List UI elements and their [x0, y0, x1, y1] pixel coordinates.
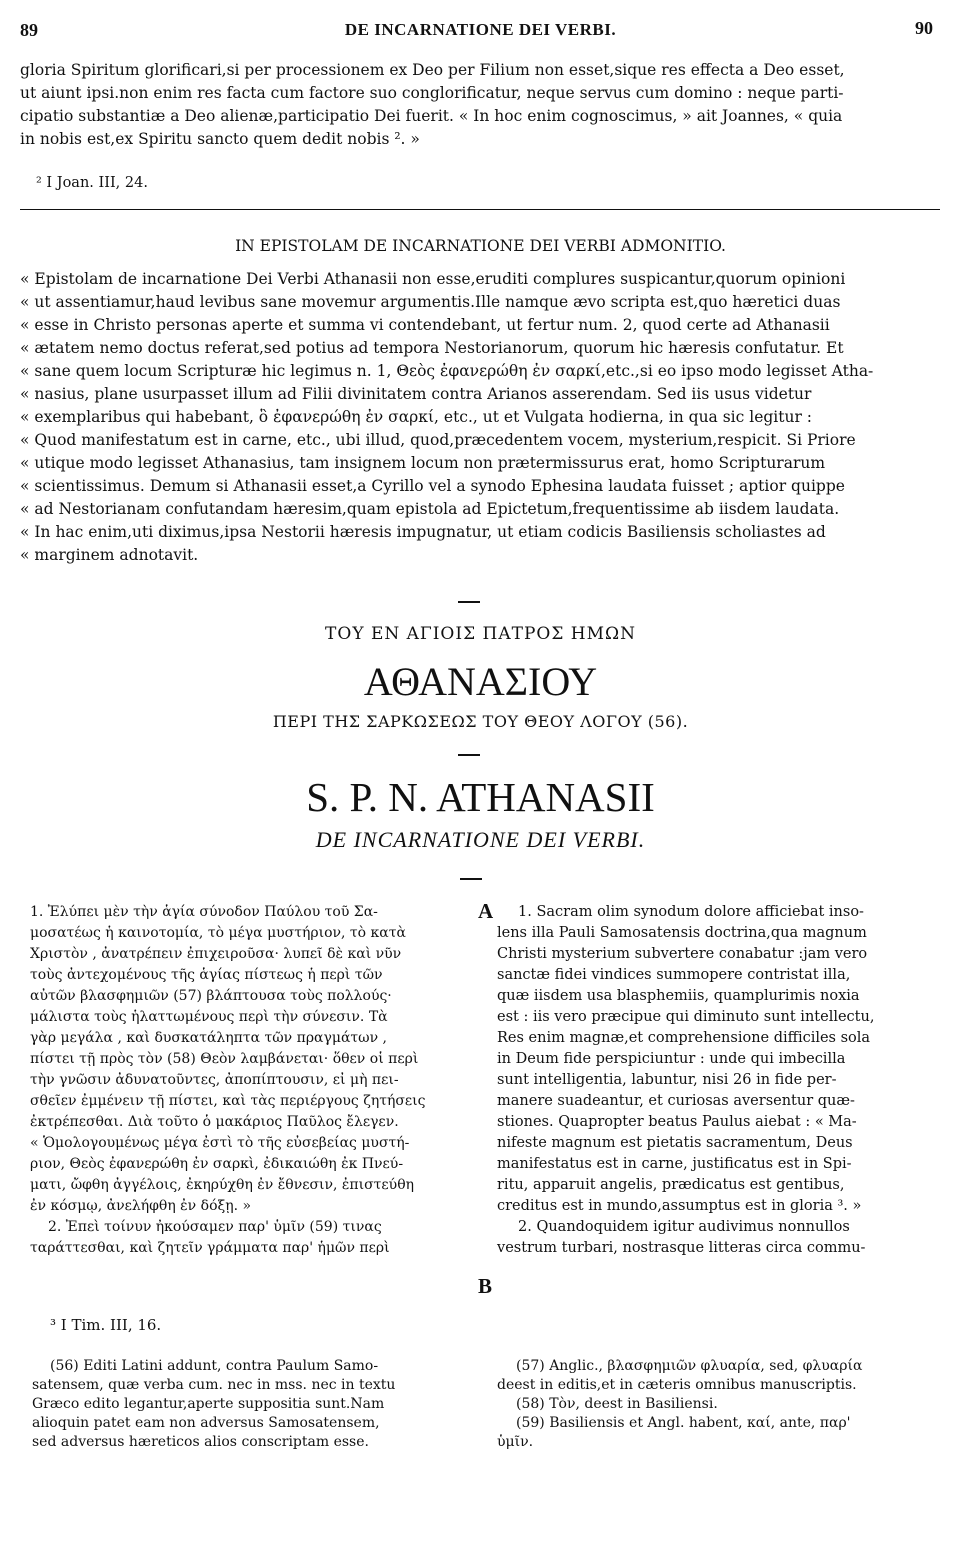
note-line: Græco edito legantur,aperte suppositia sunt.Nam: [32, 1396, 385, 1412]
dash-divider: [458, 601, 480, 603]
latin-line: 2. Quandoquidem igitur audivimus nonnullos: [518, 1219, 850, 1235]
footnote-joan: ² I Joan. III, 24.: [36, 175, 148, 191]
note-line: deest in editis,et in cæteris omnibus manuscriptis.: [497, 1377, 857, 1393]
text-line: « nasius, plane usurpasset illum ad Filii divinitatem contra Arianos asserendam. Sed iis usus videtur: [20, 385, 812, 403]
text-line: « In hac enim,uti diximus,ipsa Nestorii hæresis impugnatur, ut etiam codicis Basiliensis scholiastes ad: [20, 523, 826, 541]
section-divider: [20, 209, 940, 210]
page-number-left: 89: [20, 20, 38, 40]
running-title: DE INCARNATIONE DEI VERBI.: [344, 20, 617, 39]
text-line: in nobis est,ex Spiritu sancto quem dedit nobis ². »: [20, 130, 420, 148]
latin-line: stiones. Quapropter beatus Paulus aiebat : « Ma-: [497, 1114, 857, 1130]
greek-line: ἐν κόσμῳ, ἀνελήφθη ἐν δόξῃ. »: [30, 1198, 252, 1214]
note-line: alioquin patet eam non adversus Samosatensem,: [32, 1415, 380, 1431]
text-line: cipatio substantiæ a Deo alienæ,participatio Dei fuerit. « In hoc enim cognoscimus, » ait Joannes, « quia: [20, 107, 843, 125]
margin-letter-b: B: [478, 1274, 493, 1298]
greek-line: 1. Ἐλύπει μὲν τὴν ἁγία σύνοδον Παύλου τοῦ Σα-: [30, 904, 378, 920]
latin-line: est : iis vero præcipue qui diminuto sunt intellectu,: [497, 1009, 875, 1025]
greek-line: τὴν γνῶσιν ἀδυνατοῦντες, ἀποπίπτουσιν, εἰ μὴ πει-: [30, 1072, 399, 1088]
latin-line: creditus est in mundo,assumptus est in gloria ³. »: [497, 1198, 862, 1214]
dash-divider: [460, 878, 482, 880]
text-line: « marginem adnotavit.: [20, 546, 199, 564]
text-line: « sane quem locum Scripturæ hic legimus n. 1, Θεὸς ἐφανερώθη ἐν σαρκί,etc.,si eo ipso modo legisset Atha-: [20, 362, 874, 380]
text-line: « scientissimus. Demum si Athanasii esset,a Cyrillo vel a synodo Ephesina laudata fuisset ; aptior quippe: [20, 477, 845, 495]
text-line: « esse in Christo personas aperte et summa vi contendebant, ut fertur num. 2, quod certe ad Athanasii: [20, 316, 830, 334]
latin-line: lens illa Pauli Samosatensis doctrina,qua magnum: [497, 925, 867, 941]
text-line: « ut assentiamur,haud levibus sane movemur argumentis.Ille namque ævo scripta est,quo hæretici duas: [20, 293, 841, 311]
note-line: (58) Τὸν, deest in Basiliensi.: [516, 1396, 718, 1412]
page-number-right: 90: [915, 18, 933, 38]
latin-line: sanctæ fidei vindices summopere contristat illa,: [497, 967, 851, 983]
text-line: « Quod manifestatum est in carne, etc., ubi illud, quod,præcedentem vocem, mysterium,respicit. Si Priore: [20, 431, 856, 449]
latin-title-name: S. P. N. ATHANASII: [306, 774, 655, 820]
greek-line: τοὺς ἀντεχομένους τῆς ἁγίας πίστεως ἡ περὶ τῶν: [30, 967, 383, 983]
latin-line: sunt intelligentia, labuntur, nisi 26 in fide per-: [497, 1072, 837, 1088]
note-line: (57) Anglic., βλασφημιῶν φλυαρία, sed, φλυαρία: [516, 1358, 863, 1374]
greek-title-line3: ΠΕΡΙ ΤΗΣ ΣΑΡΚΩΣΕΩΣ ΤΟΥ ΘΕΟΥ ΛΟΓΟΥ (56).: [272, 712, 689, 731]
latin-line: vestrum turbari, nostrasque litteras circa commu-: [497, 1240, 866, 1256]
greek-line: ἐκτρέπεσθαι. Διὰ τοῦτο ὁ μακάριος Παῦλος ἔλεγεν.: [30, 1114, 399, 1130]
latin-line: nifeste magnum est pietatis sacramentum, Deus: [497, 1135, 853, 1151]
greek-line: πίστει τῇ πρὸς τὸν (58) Θεὸν λαμβάνεται· ὅθεν οἱ περὶ: [30, 1051, 419, 1067]
greek-line: αὐτῶν βλασφημιῶν (57) βλάπτουσα τοὺς πολλούς·: [30, 988, 392, 1004]
latin-line: in Deum fide perspiciuntur : unde qui imbecilla: [497, 1051, 846, 1067]
greek-title-name: ΑΘΑΝΑΣΙΟΥ: [363, 659, 598, 704]
text-line: ut aiunt ipsi.non enim res facta cum factore suo conglorificatur, neque servus cum domino : neque parti-: [20, 84, 844, 102]
text-line: gloria Spiritum glorificari,si per processionem ex Deo per Filium non esset,sique res effecta a Deo esset,: [20, 61, 845, 79]
text-line: « exemplaribus qui habebant, ὃ ἐφανερώθη ἐν σαρκί, etc., ut et Vulgata hodierna, in qua sic legitur :: [20, 408, 813, 426]
text-line: « ætatem nemo doctus referat,sed potius ad tempora Nestorianorum, quorum hic hæresis confutatur. Et: [20, 339, 844, 357]
latin-line: manifestatus est in carne, justificatus est in Spi-: [497, 1156, 852, 1172]
latin-line: Christi mysterium subvertere conabatur :jam vero: [497, 946, 868, 962]
dash-divider: [458, 754, 480, 756]
greek-line: ριον, Θεὸς ἐφανερώθη ἐν σαρκὶ, ἐδικαιώθη ἐκ Πνεύ-: [30, 1156, 404, 1172]
note-line: (59) Basiliensis et Angl. habent, καί, ante, παρ': [516, 1415, 851, 1431]
greek-line: ματι, ὤφθη ἀγγέλοις, ἐκηρύχθη ἐν ἔθνεσιν, ἐπιστεύθη: [30, 1177, 415, 1193]
greek-line: σθεῖεν ἐμμένειν τῇ πίστει, καὶ τὰς περιέργους ζητήσεις: [30, 1093, 426, 1109]
latin-line: manere suadeantur, et curiosas aversentur quæ-: [497, 1093, 855, 1109]
note-line: (56) Editi Latini addunt, contra Paulum Samo-: [50, 1358, 379, 1374]
latin-title-subtitle: DE INCARNATIONE DEI VERBI.: [315, 827, 646, 852]
greek-line: ταράττεσθαι, καὶ ζητεῖν γράμματα παρ' ἡμῶν περὶ: [30, 1240, 390, 1256]
greek-line: μοσατέως ἡ καινοτομία, τὸ μέγα μυστήριον, τὸ κατὰ: [30, 925, 406, 941]
text-line: « ad Nestorianam confutandam hæresim,quam epistola ad Epictetum,frequentissime ab iisdem laudata.: [20, 500, 840, 518]
greek-line: 2. Ἐπεὶ τοίνυν ἠκούσαμεν παρ' ὑμῖν (59) τινας: [48, 1219, 382, 1235]
note-line: sed adversus hæreticos alios conscriptam esse.: [32, 1434, 369, 1450]
text-line: « Epistolam de incarnatione Dei Verbi Athanasii non esse,eruditi complures suspicantur,quorum opinioni: [20, 270, 846, 288]
greek-line: « Ὁμολογουμένως μέγα ἐστὶ τὸ τῆς εὐσεβείας μυστή-: [30, 1135, 410, 1151]
greek-line: Χριστὸν , ἀνατρέπειν ἐπιχειροῦσα· λυπεῖ δὲ καὶ νῦν: [30, 946, 402, 962]
latin-line: quæ iisdem usa blasphemiis, quamplurimis noxia: [497, 988, 860, 1004]
footnote-tim: ³ I Tim. III, 16.: [50, 1316, 162, 1334]
note-line: ὑμῖν.: [497, 1434, 534, 1450]
note-line: satensem, quæ verba cum. nec in mss. nec in textu: [32, 1377, 396, 1393]
greek-line: μάλιστα τοὺς ἡλαττωμένους περὶ τὴν σύνεσιν. Τὰ: [30, 1009, 388, 1025]
admonitio-heading: IN EPISTOLAM DE INCARNATIONE DEI VERBI ADMONITIO.: [235, 237, 726, 255]
text-line: « utique modo legisset Athanasius, tam insignem locum non prætermissurus erat, homo Scripturarum: [20, 454, 826, 472]
latin-line: 1. Sacram olim synodum dolore afficiebat inso-: [518, 904, 864, 920]
margin-letter-a: A: [478, 899, 494, 923]
greek-title-line1: ΤΟΥ ΕΝ ΑΓΙΟΙΣ ΠΑΤΡΟΣ ΗΜΩΝ: [325, 624, 636, 644]
greek-line: γὰρ μεγάλα , καὶ δυσκατάληπτα τῶν πραγμάτων ,: [30, 1030, 388, 1046]
latin-line: Res enim magnæ,et comprehensione difficiles sola: [497, 1030, 871, 1046]
latin-line: ritu, apparuit angelis, prædicatus est gentibus,: [497, 1177, 845, 1193]
